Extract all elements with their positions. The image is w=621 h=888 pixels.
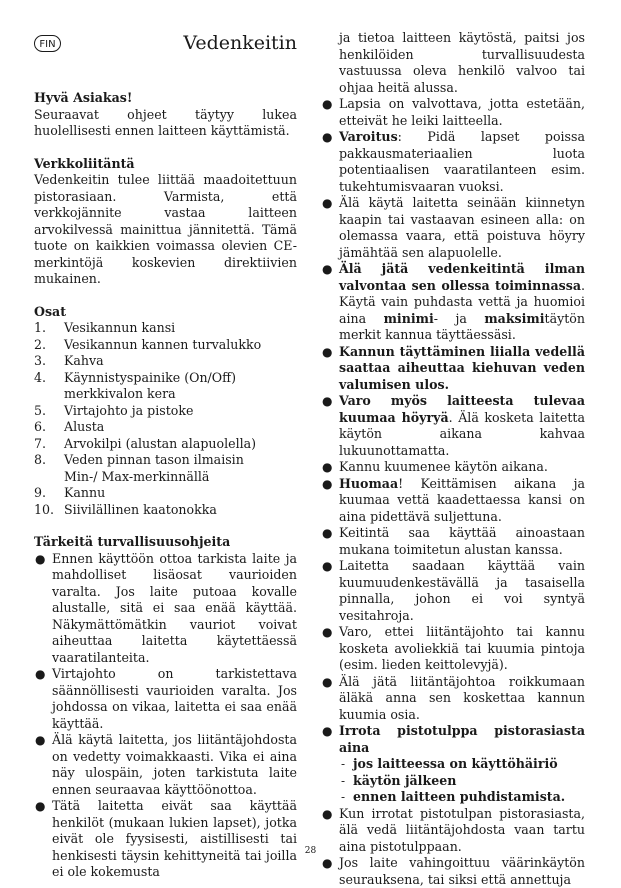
- list-item: 1. Vesikannun kansi: [34, 320, 176, 335]
- list-item: 3. Kahva: [34, 353, 104, 368]
- safety-list-left: [34, 551, 297, 881]
- connection-text: Vedenkeitin tulee liittää maadoitettuun pistorasiaan. Varmista, että verkkojännite vastaa laitteen arvokilvessä mainittua jännitettä. Tämä tuote on kaikkien voimassa olevien CE-merkintöjä koskevien direktiivien mukainen.: [34, 172, 297, 286]
- unplug-sublist: [339, 756, 585, 806]
- list-item: ● Irrota pistotulppa pistorasiasta aina - jos laitteessa on käyttöhäiriö - käytön jälkeen - ennen laitteen puhdistamista.: [321, 723, 585, 806]
- safety-continued-text: ja tietoa laitteen käytöstä, paitsi jos henkilöiden turvallisuudesta vastuussa oleva henkilö valvoo tai ohjaa heitä alussa.: [339, 30, 585, 95]
- list-item: 7. Arvokilpi (alustan alapuolella): [34, 435, 257, 451]
- safety-heading: Tärkeitä turvallisuusohjeita: [34, 534, 231, 549]
- greeting-heading: Hyvä Asiakas!: [34, 90, 133, 105]
- sub-list-item: - käytön jälkeen: [339, 773, 585, 790]
- list-item: 2. Vesikannun kannen turvalukko: [34, 336, 262, 352]
- list-item: ● Kannun täyttäminen liialla vedellä saattaa aiheuttaa kiehuvan veden valumisen ulos.: [321, 344, 585, 394]
- list-item: ● Kannu kuumenee käytön aikana.: [321, 459, 585, 476]
- list-item: ● Laitetta saadaan käyttää vain kuumuudenkestävällä ja tasaisella pinnalla, johon ei voi syntyä vesitahroja.: [321, 558, 585, 624]
- list-item: 8. Veden pinnan tason ilmaisin Min-/ Max-merkinnällä: [34, 452, 244, 484]
- list-item: ● Älä käytä laitetta seinään kiinnetyn kaapin tai vastaavan esineen alla: on olemassa vaara, että poistuva höyry jämähtää sen alapuolelle.: [321, 195, 585, 261]
- sub-list-item: - ennen laitteen puhdistamista.: [339, 789, 585, 806]
- list-item: ● Lapsia on valvottava, jotta estetään, etteivät he leiki laitteella.: [321, 96, 585, 129]
- list-item: ● Huomaa! Keittämisen aikana ja kuumaa vettä kaadettaessa kansi on aina pidettävä suljettuna.: [321, 476, 585, 526]
- list-item: ● Älä käytä laitetta, jos liitäntäjohdosta on vedetty voimakkaasti. Vika ei aina näy ulospäin, joten tarkistuta laite ennen seuraavaa käyttöönottoa.: [34, 732, 297, 798]
- list-item: ● Ennen käyttöön ottoa tarkista laite ja mahdolliset lisäosat vaurioiden varalta. Jos laite putoaa kovalle alustalle, sitä ei saa enää käyttää. Näkymättömätkin vauriot voivat aiheuttaa laitetta käytettäessä vaaratilanteita.: [34, 551, 297, 667]
- list-item: 10. Siivilällinen kaatonokka: [34, 501, 217, 517]
- greeting-text: Seuraavat ohjeet täytyy lukea huolellisesti ennen laitteen käyttämistä.: [34, 106, 297, 138]
- safety-list-right: [321, 96, 585, 888]
- list-item: 6. Alusta: [34, 419, 105, 434]
- list-item: ● Älä jätä liitäntäjohtoa roikkumaan äläkä anna sen koskettaa kannun kuumia osia.: [321, 674, 585, 724]
- list-item: ● Tätä laitetta eivät saa käyttää henkilöt (mukaan lukien lapset), jotka eivät ole fyysisesti, aistillisesti tai henkisesti täysin kehittyneitä tai joilla ei ole kokemusta: [34, 798, 297, 881]
- page-number: 28: [304, 846, 317, 856]
- list-item: 9. Kannu: [34, 485, 106, 500]
- sub-list-item: - jos laitteessa on käyttöhäiriö: [339, 756, 585, 773]
- right-column: [321, 30, 585, 888]
- connection-heading: Verkkoliitäntä: [34, 155, 135, 171]
- list-item: ● Varo myös laitteesta tulevaa kuumaa höyryä. Älä kosketa laitetta käytön aikana kahvaa lukuunottamatta.: [321, 393, 585, 459]
- page-header: [34, 30, 297, 90]
- parts-heading: Osat: [34, 303, 67, 319]
- list-item: ● Keitintä saa käyttää ainoastaan mukana toimitetun alustan kanssa.: [321, 525, 585, 558]
- list-item: ● Varo, ettei liitäntäjohto tai kannu kosketa avoliekkiä tai kuumia pintoja (esim. lieden keittolevyjä).: [321, 624, 585, 674]
- list-item: ● Kun irrotat pistotulpan pistorasiasta, älä vedä liitäntäjohdosta vaan tartu aina pistotulppaan.: [321, 806, 585, 856]
- list-item: 4. Käynnistyspainike (On/Off) merkkivalon kera: [34, 369, 236, 401]
- list-item: 5. Virtajohto ja pistoke: [34, 402, 194, 418]
- parts-list: [34, 320, 297, 518]
- page-title: Vedenkeitin: [183, 32, 297, 54]
- list-item: ● Varoitus: Pidä lapset poissa pakkausmateriaalien luota potentiaalisen vaaratilanteen esim. tukehtumisvaaran vuoksi.: [321, 129, 585, 195]
- language-badge: FIN: [34, 35, 61, 52]
- list-item: ● Virtajohto on tarkistettava säännöllisesti vaurioiden varalta. Jos johdossa on vikaa, laitetta ei saa enää käyttää.: [34, 666, 297, 732]
- left-column: [34, 30, 297, 881]
- list-item: ● Älä jätä vedenkeitintä ilman valvontaa sen ollessa toiminnassa. Käytä vain puhdasta vettä ja huomioi aina minimi- ja maksimitäytön merkit kannua täyttäessäsi.: [321, 261, 585, 344]
- list-item: ● Jos laite vahingoittuu väärinkäytön seurauksena, tai siksi että annettuja: [321, 855, 585, 888]
